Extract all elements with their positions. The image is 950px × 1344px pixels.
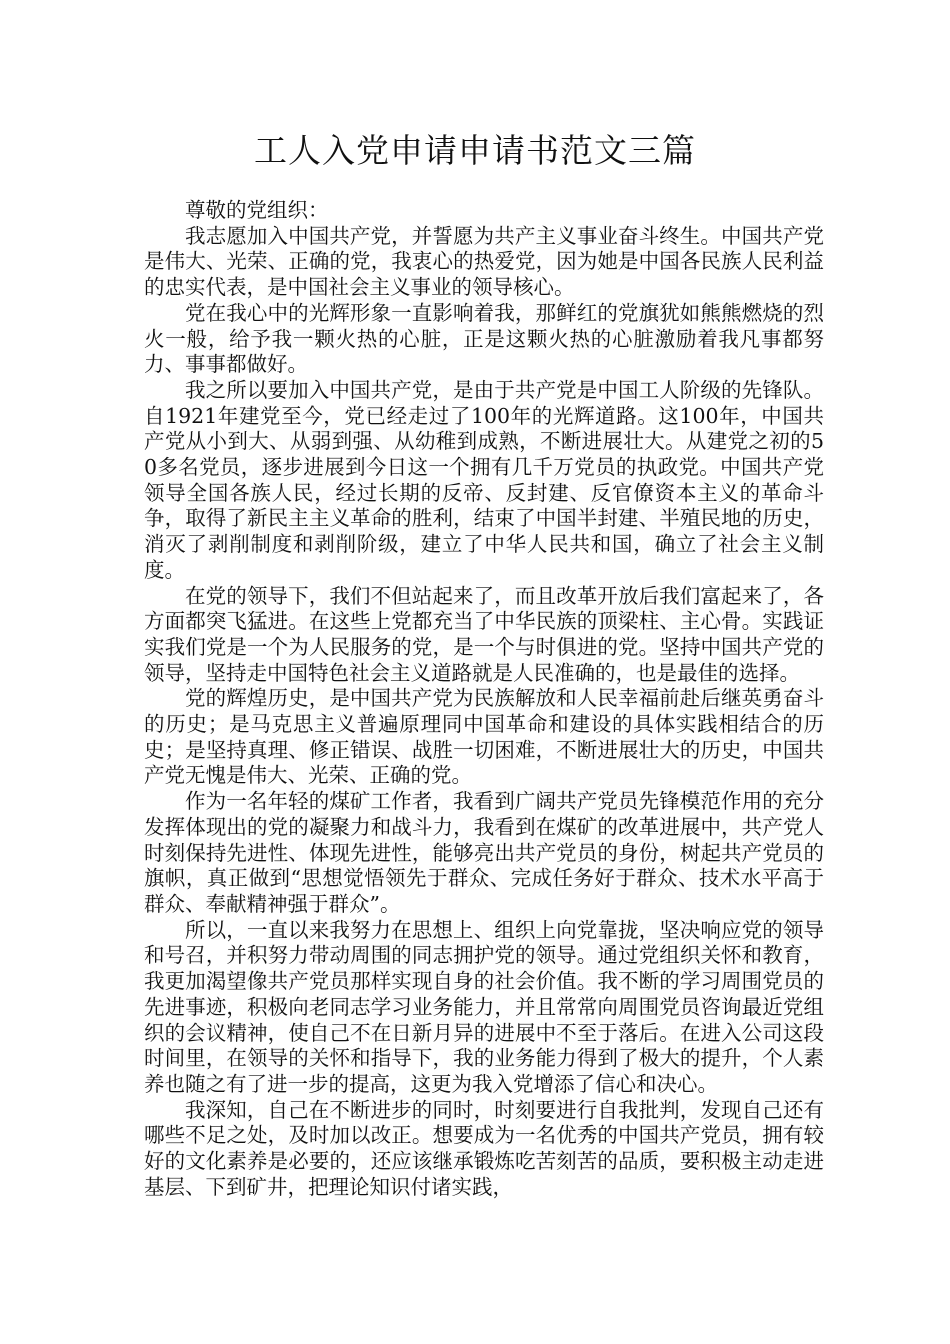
paragraph-6: 作为一名年轻的煤矿工作者，我看到广阔共产党员先锋模范作用的充分发挥体现出的党的凝聚力和战斗力，我看到在煤矿的改革进展中，共产党人时刻保持先进性、体现先进性，能够亮出共产党员的身份，树起共产党员的旗帜，真正做到“思想觉悟领先于群众、完成任务好于群众、技术水平高于群众、奉献精神强于群众”。 bbox=[144, 789, 824, 916]
paragraph-8: 我深知，自己在不断进步的同时，时刻要进行自我批判，发现自己还有哪些不足之处，及时加以改正。想要成为一名优秀的中国共产党员，拥有较好的文化素养是必要的，还应该继承锻炼吃苦刻苦的品质，要积极主动走进基层、下到矿井，把理论知识付诸实践， bbox=[144, 1097, 824, 1199]
salutation: 尊敬的党组织： bbox=[185, 198, 329, 222]
paragraph-1: 我志愿加入中国共产党，并誓愿为共产主义事业奋斗终生。中国共产党是伟大、光荣、正确的党，我衷心的热爱党，因为她是中国各民族人民利益的忠实代表，是中国社会主义事业的领导核心。 bbox=[144, 223, 824, 300]
paragraph-2: 党在我心中的光辉形象一直影响着我，那鲜红的党旗犹如熊熊燃烧的烈火一般，给予我一颗火热的心脏，正是这颗火热的心脏激励着我凡事都努力、事事都做好。 bbox=[144, 300, 824, 377]
paragraph-7: 所以，一直以来我努力在思想上、组织上向党靠拢，坚决响应党的领导和号召，并积努力带动周围的同志拥护党的领导。通过党组织关怀和教育，我更加渴望像共产党员那样实现自身的社会价值。我不断的学习周围党员的先进事迹，积极向老同志学习业务能力，并且常常向周围党员咨询最近党组织的会议精神，使自己不在日新月异的进展中不至于落后。在进入公司这段时间里，在领导的关怀和指导下，我的业务能力得到了极大的提升，个人素养也随之有了进一步的提高，这更为我入党增添了信心和决心。 bbox=[144, 917, 824, 1096]
document-body bbox=[144, 198, 824, 1200]
paragraph-3: 我之所以要加入中国共产党，是由于共产党是中国工人阶级的先锋队。自1921年建党至今，党已经走过了100年的光辉道路。这100年，中国共产党从小到大、从弱到强、从幼稚到成熟，不断进展壮大。从建党之初的50多名党员，逐步进展到今日这一个拥有几千万党员的执政党。中国共产党领导全国各族人民，经过长期的反帝、反封建、反官僚资本主义的革命斗争，取得了新民主主义革命的胜利，结束了中国半封建、半殖民地的历史，消灭了剥削制度和剥削阶级，建立了中华人民共和国，确立了社会主义制度。 bbox=[144, 377, 824, 582]
paragraph-5: 党的辉煌历史，是中国共产党为民族解放和人民幸福前赴后继英勇奋斗的历史；是马克思主义普遍原理同中国革命和建设的具体实践相结合的历史；是坚持真理、修正错误、战胜一切困难，不断进展壮大的历史，中国共产党无愧是伟大、光荣、正确的党。 bbox=[144, 686, 824, 788]
document-title: 工人入党申请申请书范文三篇 bbox=[254, 131, 696, 170]
paragraph-4: 在党的领导下，我们不但站起来了，而且改革开放后我们富起来了，各方面都突飞猛进。在这些上党都充当了中华民族的顶梁柱、主心骨。实践证实我们党是一个为人民服务的党，是一个与时俱进的党。坚持中国共产党的领导，坚持走中国特色社会主义道路就是人民准确的，也是最佳的选择。 bbox=[144, 583, 824, 685]
